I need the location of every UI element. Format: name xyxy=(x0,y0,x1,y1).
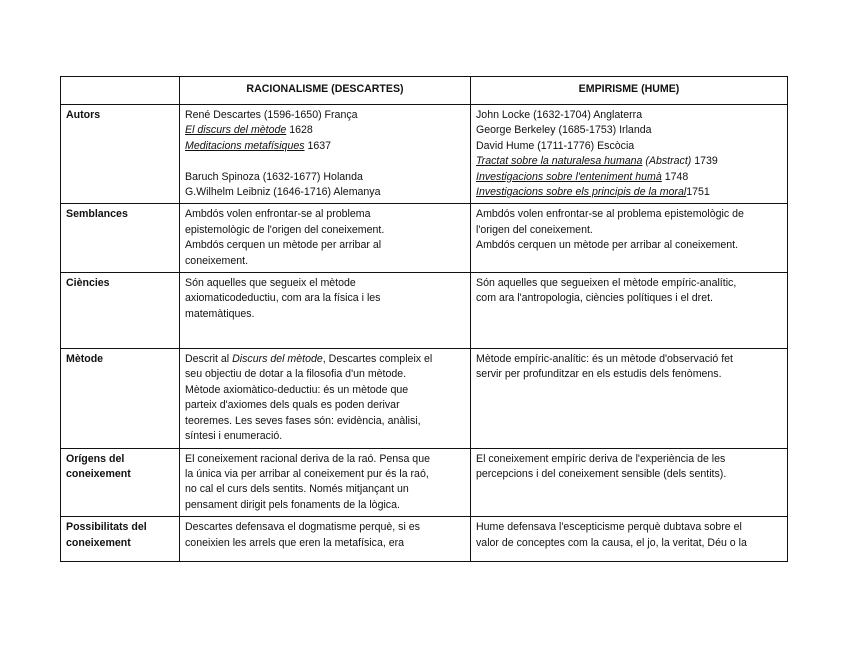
row-label-possibilitats xyxy=(61,517,180,562)
book-year: 1751 xyxy=(686,186,710,199)
text-line xyxy=(476,185,782,200)
row-autors xyxy=(61,105,788,204)
text-line: John Locke (1632-1704) Anglaterra xyxy=(476,109,643,121)
header-empiricism: EMPIRISME (HUME) xyxy=(471,77,788,105)
row-metode xyxy=(61,349,788,448)
text-line xyxy=(476,154,782,169)
text-line: axiomaticodeductiu, com ara la física i les xyxy=(185,292,381,305)
row-label-ciencies: Ciències xyxy=(61,273,180,349)
cell-possibilitats-empiricism xyxy=(471,517,788,562)
text-line: Ambdós cerquen un mètode per arribar al coneixement. xyxy=(476,239,739,252)
text-line: Baruch Spinoza (1632-1677) Holanda xyxy=(185,170,363,183)
text-line: René Descartes (1596-1650) França xyxy=(185,109,358,121)
text-line: la única via per arribar al coneixement pur és la raó, xyxy=(185,467,429,480)
text-line: Mètode empíric-analític: és un mètode d'observació fet xyxy=(476,353,733,366)
book-title: Investigacions sobre l'enteniment humà xyxy=(476,170,662,183)
text-line: Ambdós volen enfrontar-se al problema xyxy=(185,208,371,221)
text-line: David Hume (1711-1776) Escòcia xyxy=(476,139,635,152)
row-label-origens xyxy=(61,448,180,517)
cell-ciencies-empiricism xyxy=(471,273,788,349)
text-line: El coneixement empíric deriva de l'experiència de les xyxy=(476,452,726,465)
text-line: com ara l'antropologia, ciències polítiques i el dret. xyxy=(476,292,713,305)
text-line: l'origen del coneixement. xyxy=(476,223,593,236)
cell-semblances-rationalism xyxy=(180,204,471,273)
row-semblances xyxy=(61,204,788,273)
text-line: valor de conceptes com la causa, el jo, la veritat, Déu o la xyxy=(476,536,747,549)
text-line: parteix d'axiomes dels quals es poden derivar xyxy=(185,399,400,412)
text-line: coneixement. xyxy=(185,254,249,267)
text-line xyxy=(476,170,782,185)
text-line: servir per profunditzar en els estudis dels fenòmens. xyxy=(476,368,722,381)
cell-origens-empiricism xyxy=(471,448,788,517)
text-line: George Berkeley (1685-1753) Irlanda xyxy=(476,124,652,137)
label-line: coneixement xyxy=(66,536,131,549)
cell-metode-rationalism xyxy=(180,349,471,448)
comparison-table xyxy=(60,76,788,562)
book-title: Tractat sobre la naturalesa humana xyxy=(476,155,643,168)
book-year: 1748 xyxy=(661,170,689,183)
label-line: Possibilitats del xyxy=(66,521,147,534)
header-rationalism: RACIONALISME (DESCARTES) xyxy=(180,77,471,105)
text-line: Ambdós cerquen un mètode per arribar al xyxy=(185,239,382,252)
row-label-autors: Autors xyxy=(61,105,180,204)
text-line: Mètode axiomàtico-deductiu: és un mètode que xyxy=(185,383,409,396)
row-label-metode: Mètode xyxy=(61,349,180,448)
text-fragment: Descrit al xyxy=(185,353,233,366)
book-title: Discurs del mètode xyxy=(232,353,323,366)
text-line: epistemològic de l'origen del coneixement. xyxy=(185,223,385,236)
cell-autors-empiricism xyxy=(471,105,788,204)
text-line: teoremes. Les seves fases són: evidència, anàlisi, xyxy=(185,414,421,427)
text-line: matemàtiques. xyxy=(185,307,255,320)
text-line: Són aquelles que segueixen el mètode empíric-analític, xyxy=(476,277,737,290)
text-line: Són aquelles que segueix el mètode xyxy=(185,277,356,290)
header-row xyxy=(61,77,788,105)
cell-semblances-empiricism xyxy=(471,204,788,273)
text-line: Ambdós volen enfrontar-se al problema epistemològic de xyxy=(476,208,744,221)
label-line: coneixement xyxy=(66,467,131,480)
book-year: 1628 xyxy=(286,124,313,137)
text-line: percepcions i del coneixement sensible (dels sentits). xyxy=(476,467,727,480)
book-note: (Abstract) xyxy=(642,155,692,168)
row-origens xyxy=(61,448,788,517)
row-possibilitats xyxy=(61,517,788,562)
text-line: pensament dirigit pels fonaments de la lògica. xyxy=(185,498,400,511)
cell-metode-empiricism xyxy=(471,349,788,448)
text-line: no cal el curs dels sentits. Només mitjançant un xyxy=(185,483,409,496)
text-line xyxy=(185,123,465,138)
cell-ciencies-rationalism xyxy=(180,273,471,349)
text-line xyxy=(185,139,465,154)
cell-origens-rationalism xyxy=(180,448,471,517)
text-line: coneixien les arrels que eren la metafísica, era xyxy=(185,536,405,549)
book-title: Investigacions sobre els principis de la moral xyxy=(476,186,687,199)
text-line xyxy=(185,352,465,367)
text-fragment: , Descartes compleix el xyxy=(322,353,433,366)
text-line: síntesi i enumeració. xyxy=(185,430,283,443)
text-line: seu objectiu de dotar a la filosofia d'un mètode. xyxy=(185,368,407,381)
header-empty-cell xyxy=(61,77,180,105)
cell-autors-rationalism xyxy=(180,105,471,204)
row-ciencies xyxy=(61,273,788,349)
text-line: Hume defensava l'escepticisme perquè dubtava sobre el xyxy=(476,521,742,534)
text-line: El coneixement racional deriva de la raó. Pensa que xyxy=(185,452,430,465)
text-line: G.Wilhelm Leibniz (1646-1716) Alemanya xyxy=(185,186,381,199)
book-year: 1739 xyxy=(691,155,718,168)
text-line: Descartes defensava el dogmatisme perquè, si es xyxy=(185,521,420,534)
book-year: 1637 xyxy=(304,139,332,152)
book-title: El discurs del mètode xyxy=(185,124,287,137)
label-line: Orígens del xyxy=(66,452,125,465)
cell-possibilitats-rationalism xyxy=(180,517,471,562)
row-label-semblances: Semblances xyxy=(61,204,180,273)
book-title: Meditacions metafísiques xyxy=(185,139,305,152)
